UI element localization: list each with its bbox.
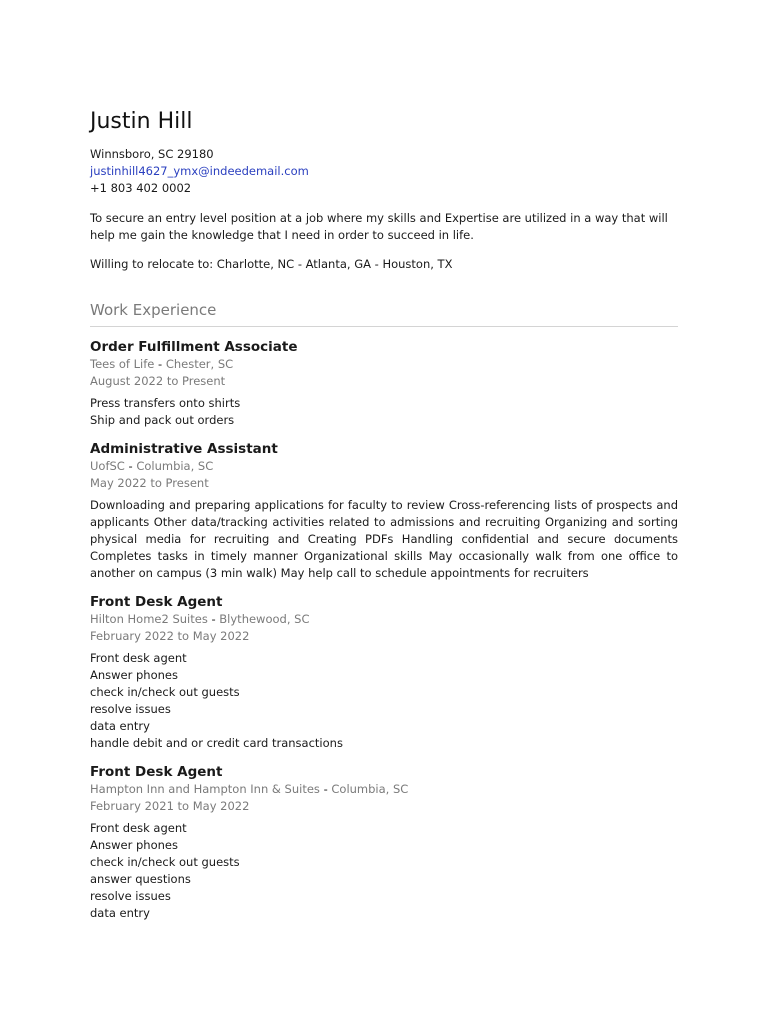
- job-entry: [90, 338, 678, 429]
- relocate: Willing to relocate to: Charlotte, NC - Atlanta, GA - Houston, TX: [90, 257, 453, 271]
- description-line: Front desk agent: [90, 821, 187, 835]
- job-description: Downloading and preparing applications for faculty to review Cross-referencing lists of prospects and applicants Other data/tracking activities related to admissions and recruiting Organizing and sorting physical media for recruiting and Creating PDFs Handling confidential and secure documents Completes tasks in timely manner Organizational skills May occasionally walk from one office to another on campus (3 min walk) May help call to schedule appointments for recruiters: [90, 498, 678, 580]
- email-link[interactable]: justinhill4627_ymx@indeedemail.com: [90, 164, 309, 178]
- resume-page: [90, 108, 678, 922]
- description-line: Press transfers onto shirts: [90, 396, 241, 410]
- candidate-name: Justin Hill: [90, 109, 193, 134]
- job-entry: [90, 440, 678, 582]
- job-description: [90, 395, 678, 429]
- company-location: Blythewood, SC: [219, 612, 310, 626]
- description-line: data entry: [90, 719, 150, 733]
- description-line: data entry: [90, 906, 150, 920]
- company-name: Hampton Inn and Hampton Inn & Suites: [90, 782, 320, 796]
- description-line: check in/check out guests: [90, 685, 240, 699]
- phone: +1 803 402 0002: [90, 181, 192, 195]
- company-location: Columbia, SC: [136, 459, 214, 473]
- job-dates: August 2022 to Present: [90, 374, 226, 388]
- job-title: Order Fulfillment Associate: [90, 339, 298, 355]
- description-line: Answer phones: [90, 838, 178, 852]
- job-title: Administrative Assistant: [90, 441, 278, 457]
- company-name: Hilton Home2 Suites: [90, 612, 208, 626]
- company-location: Columbia, SC: [331, 782, 409, 796]
- company-location: Chester, SC: [165, 357, 234, 371]
- job-company: [90, 356, 678, 373]
- job-dates: February 2022 to May 2022: [90, 629, 250, 643]
- summary: To secure an entry level position at a job where my skills and Expertise are utilized in a way that will help me gain the knowledge that I need in order to succeed in life.: [90, 211, 668, 242]
- company-name: Tees of Life: [90, 357, 155, 371]
- job-company: [90, 458, 678, 475]
- company-separator: -: [128, 459, 133, 473]
- job-description: [90, 820, 678, 922]
- job-dates: May 2022 to Present: [90, 476, 209, 490]
- job-company: [90, 781, 678, 798]
- job-company: [90, 611, 678, 628]
- section-title-work-experience: Work Experience: [90, 300, 678, 327]
- job-entry: [90, 593, 678, 752]
- job-dates: February 2021 to May 2022: [90, 799, 250, 813]
- company-separator: -: [211, 612, 216, 626]
- description-line: Ship and pack out orders: [90, 413, 235, 427]
- company-name: UofSC: [90, 459, 125, 473]
- description-line: check in/check out guests: [90, 855, 240, 869]
- description-line: answer questions: [90, 872, 191, 886]
- job-description: [90, 650, 678, 752]
- description-line: resolve issues: [90, 889, 171, 903]
- job-title: Front Desk Agent: [90, 594, 223, 610]
- job-title: Front Desk Agent: [90, 764, 223, 780]
- description-line: handle debit and or credit card transactions: [90, 736, 343, 750]
- job-entry: [90, 763, 678, 922]
- company-separator: -: [323, 782, 328, 796]
- description-line: Answer phones: [90, 668, 178, 682]
- description-line: resolve issues: [90, 702, 171, 716]
- description-line: Front desk agent: [90, 651, 187, 665]
- company-separator: -: [158, 357, 163, 371]
- location: Winnsboro, SC 29180: [90, 147, 214, 161]
